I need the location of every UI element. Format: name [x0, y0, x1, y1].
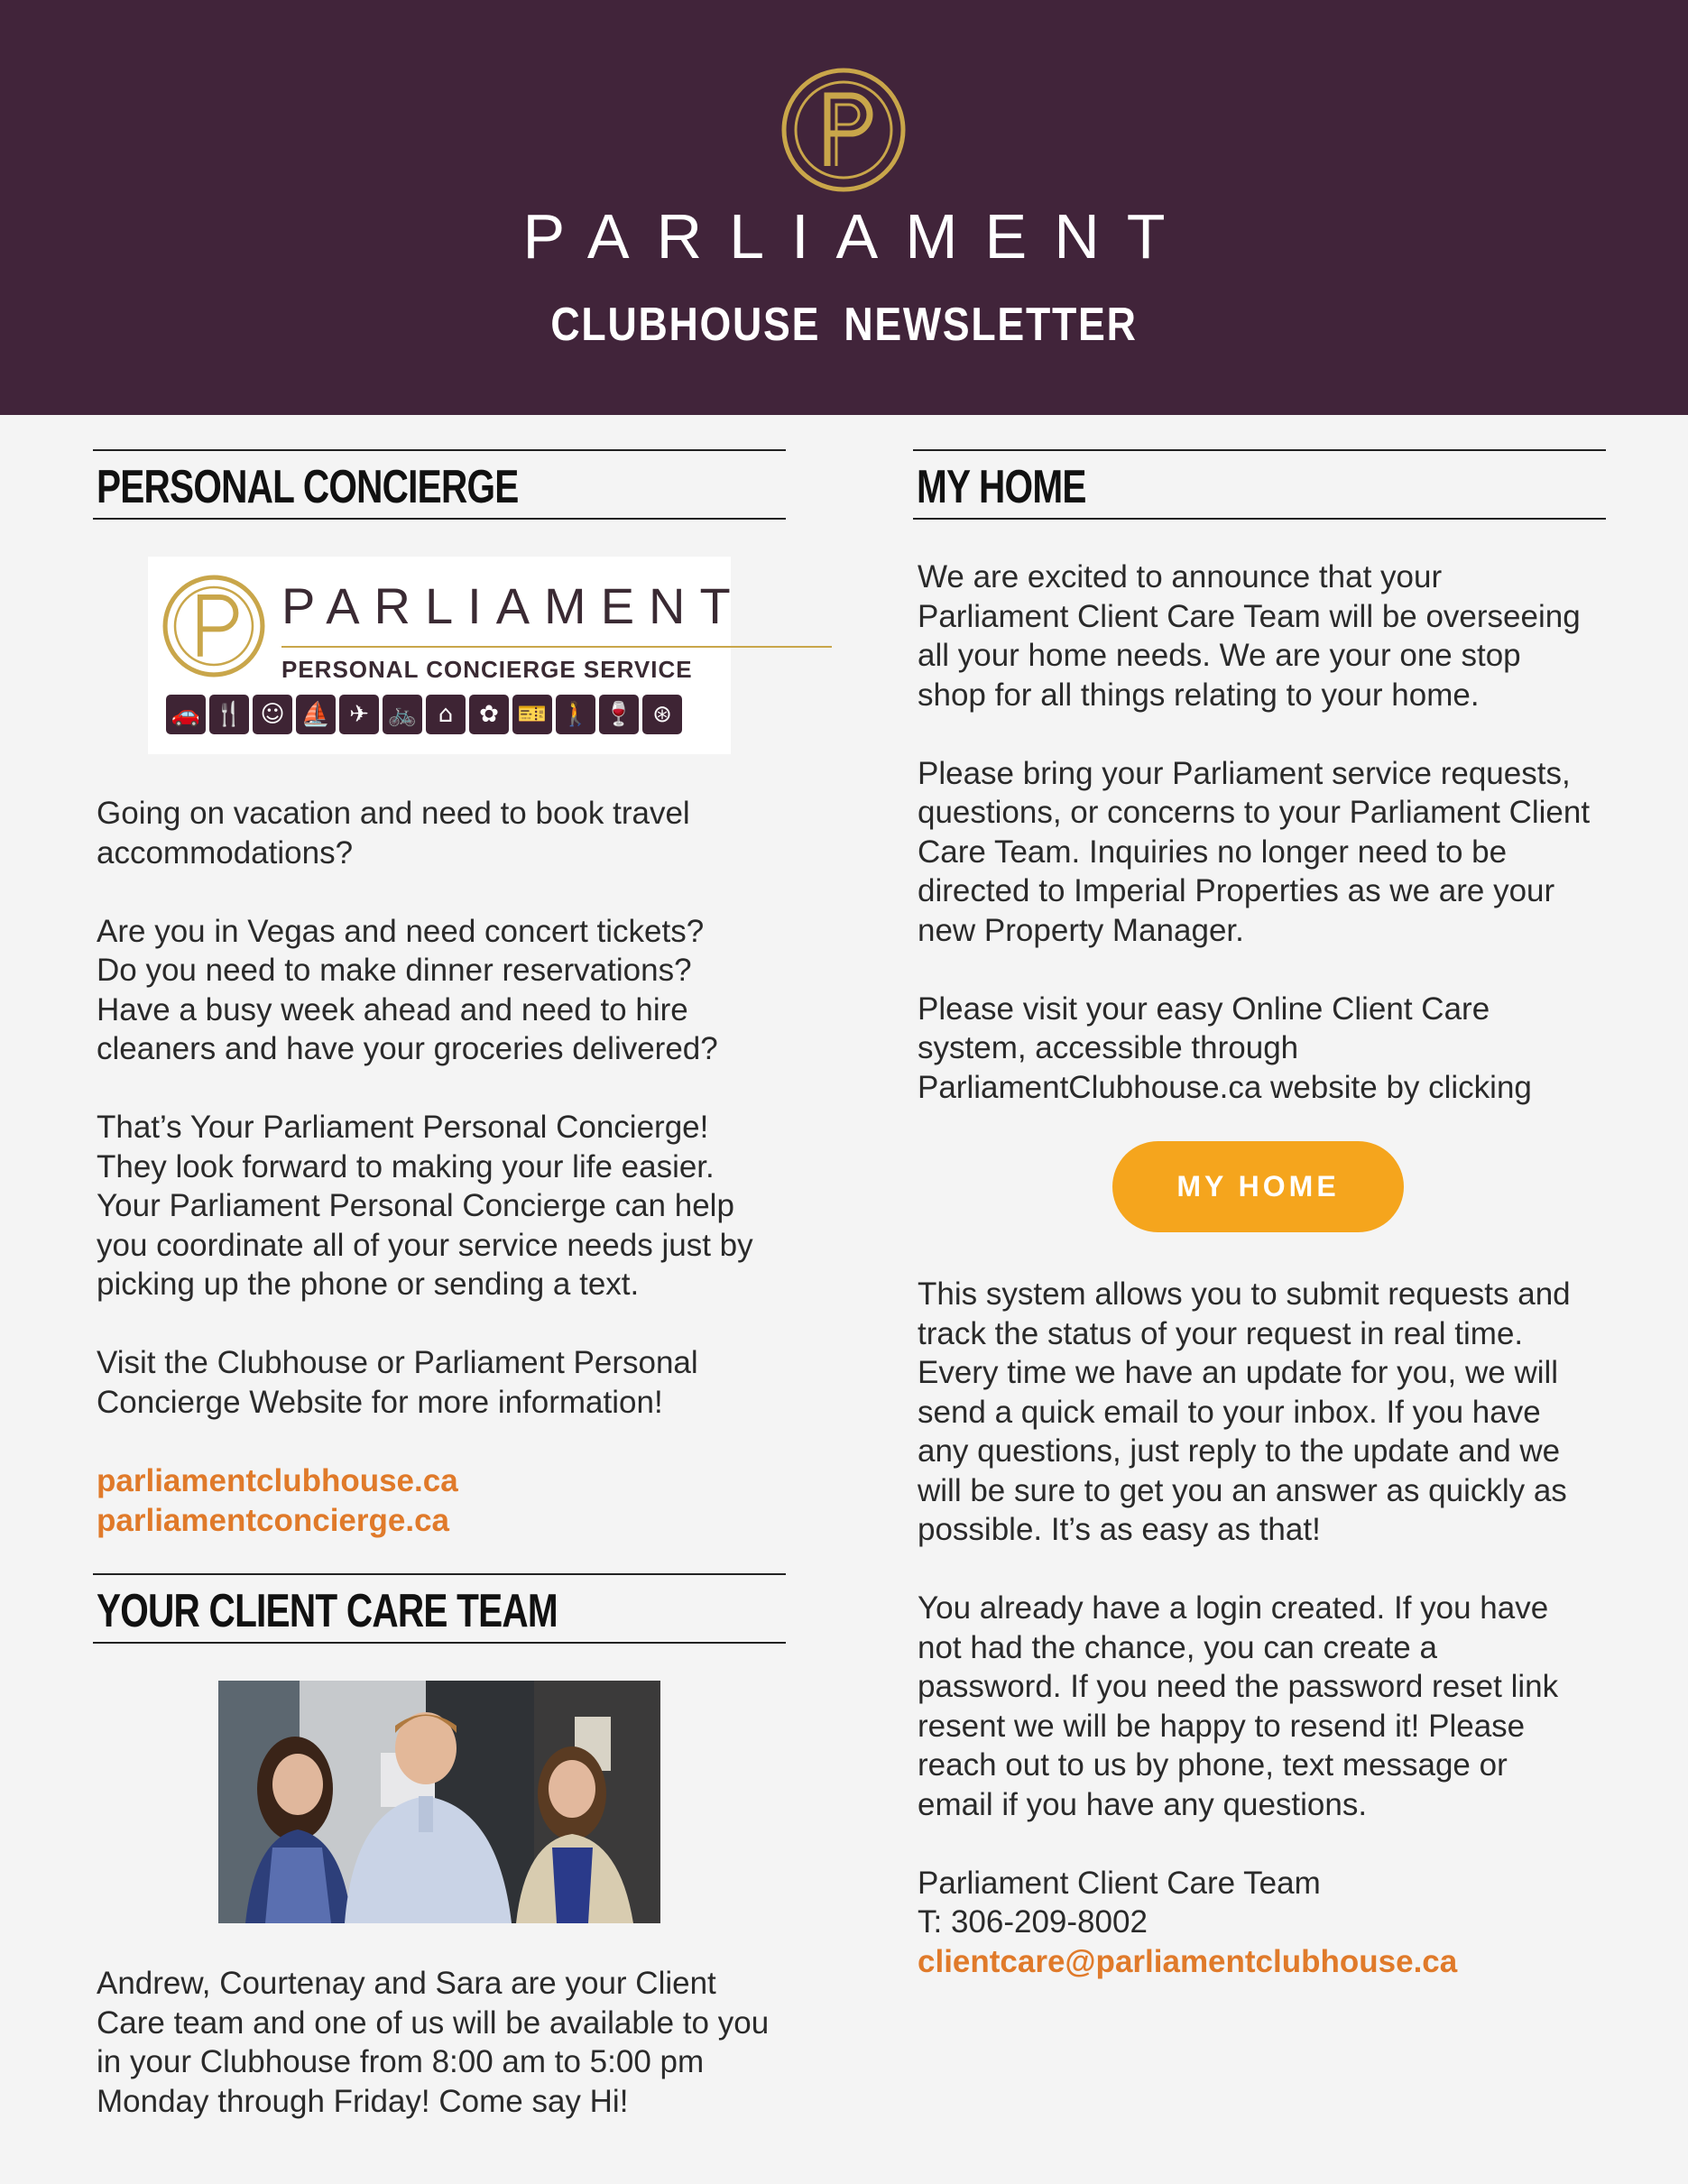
- flower-icon: ✿: [469, 695, 509, 734]
- team-paragraph: Andrew, Courtenay and Sara are your Client Care team and one of us will be available to you in your Clubhouse from 8:00 am to 5:00 pm Monday through Friday! Come say Hi!: [97, 1966, 770, 2119]
- client-care-email-link[interactable]: clientcare@parliamentclubhouse.ca: [918, 1943, 1458, 1979]
- sailboat-icon: ⛵: [296, 695, 336, 734]
- concierge-logo-divider: [281, 646, 832, 648]
- cycling-icon: 🚲: [383, 695, 422, 734]
- signature-team: Parliament Client Care Team: [918, 1865, 1321, 1901]
- team-photo-illustration: [218, 1681, 660, 1923]
- my-home-body: [918, 558, 1590, 1107]
- concierge-paragraph-1: Going on vacation and need to book travel accommodations?: [97, 796, 690, 871]
- my-home-paragraph-5: You already have a login created. If you have not had the chance, you can create a password. If you need the password reset link resent we will be happy to resend it! Please reach out to us by phone, text message or email if you have any questions.: [918, 1590, 1559, 1822]
- newsletter-subtitle: CLUBHOUSE NEWSLETTER: [550, 299, 1138, 351]
- team-heading: YOUR CLIENT CARE TEAM: [97, 1585, 558, 1637]
- concierge-logo-brand: PARLIAMENT: [281, 577, 745, 634]
- ticket-icon: 🎫: [512, 695, 552, 734]
- my-home-paragraph-3: Please visit your easy Online Client Care system, accessible through ParliamentClubhouse.ca website by clicking: [918, 991, 1532, 1105]
- house-icon: ⌂: [426, 695, 466, 734]
- signature-block: [918, 1864, 1571, 1982]
- clubhouse-website-link[interactable]: parliamentclubhouse.ca: [97, 1462, 458, 1498]
- parliament-p-logo-icon: [780, 67, 907, 193]
- concierge-paragraph-2: Are you in Vegas and need concert tickets? Do you need to make dinner reservations? Have a busy week ahead and need to hire cleaners and have your groceries delivered?: [97, 913, 718, 1066]
- concierge-paragraph-3: That’s Your Parliament Personal Concierge! They look forward to making your life easier. Your Parliament Personal Concierge can help you coordinate all of your service needs just by picking up the phone or sending a text.: [97, 1110, 753, 1302]
- concierge-body: [97, 794, 753, 1541]
- concierge-section-title: [93, 449, 786, 520]
- dining-icon: 🍴: [209, 695, 249, 734]
- brand-title: PARLIAMENT: [522, 201, 1193, 272]
- my-home-heading: MY HOME: [917, 461, 1086, 513]
- concierge-icon-row: [166, 695, 682, 734]
- concierge-paragraph-4: Visit the Clubhouse or Parliament Personal Concierge Website for more information!: [97, 1345, 698, 1420]
- client-care-team-photo: [218, 1681, 660, 1923]
- my-home-button[interactable]: MY HOME: [1112, 1141, 1404, 1232]
- walking-icon: 🚶: [556, 695, 595, 734]
- newsletter-header: [0, 0, 1688, 415]
- signature-phone: T: 306-209-8002: [918, 1904, 1148, 1940]
- film-reel-icon: ⊛: [642, 695, 682, 734]
- my-home-paragraph-2: Please bring your Parliament service requests, questions, or concerns to your Parliament Client Care Team. Inquiries no longer need to be directed to Imperial Properties as we are your new Property Manager.: [918, 755, 1591, 948]
- concierge-heading: PERSONAL CONCIERGE: [97, 461, 519, 513]
- parliament-p-logo-icon: [161, 573, 267, 679]
- airplane-icon: ✈: [339, 695, 379, 734]
- theatre-masks-icon: ☺: [253, 695, 292, 734]
- team-body: [97, 1964, 769, 2121]
- concierge-links: [97, 1461, 753, 1541]
- concierge-logo-service: PERSONAL CONCIERGE SERVICE: [281, 656, 693, 683]
- my-home-paragraph-4: This system allows you to submit requests and track the status of your request in real time. Every time we have an update for you, we will send a quick email to your inbox. If you have any questions, just reply to the update and we will be sure to get you an answer as quickly as possible. It’s as easy as that!: [918, 1276, 1571, 1547]
- car-icon: 🚗: [166, 695, 206, 734]
- wine-glass-icon: 🍷: [599, 695, 639, 734]
- my-home-section-title: [913, 449, 1606, 520]
- team-section-title: [93, 1573, 786, 1644]
- concierge-service-logo: [148, 557, 745, 754]
- my-home-body-2: [918, 1275, 1571, 1982]
- my-home-paragraph-1: We are excited to announce that your Parliament Client Care Team will be overseeing all your home needs. We are your one stop shop for all things relating to your home.: [918, 559, 1581, 713]
- concierge-website-link[interactable]: parliamentconcierge.ca: [97, 1502, 449, 1538]
